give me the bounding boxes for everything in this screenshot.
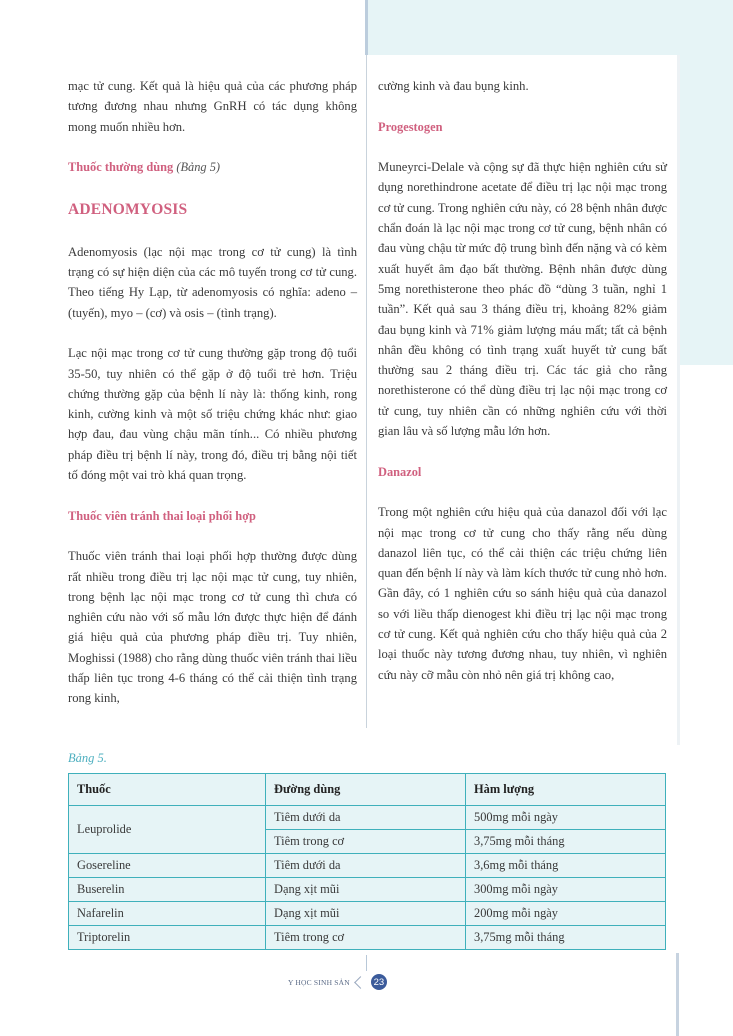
paragraph-intro: mạc tử cung. Kết quả là hiệu quả của các phương pháp tương đương nhau nhưng GnRH có tác dụng không mong muốn nhiều hơn. xyxy=(68,79,357,134)
paragraph-continue: cường kinh và đau bụng kinh. xyxy=(378,79,529,93)
cell-route: Tiêm trong cơ xyxy=(266,926,466,950)
bottom-decor-rule xyxy=(676,953,679,1036)
cell-dose: 3,75mg mỗi tháng xyxy=(466,926,666,950)
header-decor-band xyxy=(366,0,733,55)
cell-route: Dạng xịt mũi xyxy=(266,902,466,926)
cell-route: Tiêm dưới da xyxy=(266,806,466,830)
header-dose: Hàm lượng xyxy=(466,774,666,806)
cell-dose: 3,75mg mỗi tháng xyxy=(466,830,666,854)
page-number-badge: 23 xyxy=(371,974,387,990)
table-caption: Bảng 5. xyxy=(68,751,107,765)
cell-drug: Nafarelin xyxy=(69,902,266,926)
cell-route: Tiêm trong cơ xyxy=(266,830,466,854)
cell-dose: 200mg mỗi ngày xyxy=(466,902,666,926)
cell-drug: Leuprolide xyxy=(69,806,266,854)
cell-drug: Gosereline xyxy=(69,854,266,878)
table-row xyxy=(69,854,666,878)
paragraph-symptoms: Lạc nội mạc trong cơ tử cung thường gặp trong độ tuổi 35-50, tuy nhiên có thể gặp ở độ tuổi trẻ hơn. Triệu chứng thường gặp của bệnh lí này là: thống kinh, rong kinh, cường kinh và một số triệu chứng khác như: giao hợp đau, đau vùng chậu mãn tính... Có nhiều phương pháp điều trị bệnh lí này, trong đó, điều trị bằng nội tiết tố đóng một vai trò khá quan trọng. xyxy=(68,346,357,483)
cell-drug: Buserelin xyxy=(69,878,266,902)
header-decor-rule xyxy=(365,0,368,55)
table-row xyxy=(69,926,666,950)
table-reference: (Bảng 5) xyxy=(176,160,221,175)
cell-dose: 300mg mỗi ngày xyxy=(466,878,666,902)
paragraph-definition: Adenomyosis (lạc nội mạc trong cơ tử cung) là tình trạng có sự hiện diện của các mô tuyến trong cơ tử cung. Theo tiếng Hy Lạp, từ adenomyosis có nghĩa: adeno – (tuyến), myo – (cơ) và osis – (tình trạng). xyxy=(68,244,357,320)
table-row xyxy=(69,902,666,926)
paragraph-danazol: Trong một nghiên cứu hiệu quả của danazol đối với lạc nội mạc trong cơ tử cung cho thấy rằng nếu dùng danazol liên tục, có thể cải thiện các triệu chứng liên quan đến bệnh lí này và làm kích thước tử cung nhỏ hơn. Gần đây, có 1 nghiên cứu so sánh hiệu quả của danazol so với liều thấp dienogest khi điều trị lạc nội mạc trong cơ tử cung. Kết quả nghiên cứu cho thấy hiệu quả của 2 loại thuốc này tương đương nhau, tuy nhiên, vì nghiên cứu này cỡ mẫu còn nhỏ nên giá trị không cao, xyxy=(378,505,667,682)
chevron-left-icon xyxy=(354,976,367,989)
left-column xyxy=(68,76,357,729)
cell-dose: 500mg mỗi ngày xyxy=(466,806,666,830)
column-divider xyxy=(366,55,367,728)
paragraph-progestogen: Muneyrci-Delale và cộng sự đã thực hiện nghiên cứu sử dụng norethindrone acetate để điều trị lạc nội mạc trong cơ tử cung. Trong nghiên cứu này, có 28 bệnh nhân được chẩn đoán là lạc nội mạc trong cơ tử cung, bệnh nhân có đau vùng chậu từ mức độ trung bình đến nặng và có kèm xuất huyết âm đạo bất thường. Bệnh nhân được dùng 5mg norethisterone theo phác đồ “dùng 3 tuần, nghỉ 1 tuần”. Kết quả sau 3 tháng điều trị, khoảng 82% giảm đau bụng kinh và 71% giảm lượng máu mất; tất cả bệnh nhân đều không có tình trạng xuất huyết tử cung bất thường sau 2 tháng điều trị. Các tác giả cho rằng norethisterone có thể dùng điều trị lạc nội mạc trong cơ tử cung, tuy nhiên cần có những nghiên cứu với thời gian lâu và số lượng mẫu lớn hơn. xyxy=(378,160,667,439)
footer-decor-rule xyxy=(366,955,367,971)
side-decor-edge xyxy=(677,55,680,745)
page-footer xyxy=(288,972,387,992)
cell-dose: 3,6mg mỗi tháng xyxy=(466,854,666,878)
subheading-combined-pill: Thuốc viên tránh thai loại phối hợp xyxy=(68,508,256,523)
cell-drug: Triptorelin xyxy=(69,926,266,950)
table-row xyxy=(69,878,666,902)
table-row xyxy=(69,806,666,830)
right-column xyxy=(378,76,667,705)
cell-route: Dạng xịt mũi xyxy=(266,878,466,902)
table-header-row xyxy=(69,774,666,806)
header-drug: Thuốc xyxy=(69,774,266,806)
cell-route: Tiêm dưới da xyxy=(266,854,466,878)
subheading-common-drugs-text: Thuốc thường dùng xyxy=(68,160,174,175)
journal-name: Y HỌC SINH SẢN xyxy=(288,977,350,987)
subheading-danazol: Danazol xyxy=(378,464,422,479)
header-route: Đường dùng xyxy=(266,774,466,806)
paragraph-combined-pill: Thuốc viên tránh thai loại phối hợp thường được dùng rất nhiều trong điều trị lạc nội mạc tử cung, tuy nhiên, trong bệnh lạc nội mạc trong cơ tử cung thì chưa có nghiên cứu nào với số mẫu lớn được thực hiện để đánh giá hiệu quả của phương pháp điều trị. Tuy nhiên, Moghissi (1988) cho rằng dùng thuốc viên tránh thai liều thấp liên tục trong 4-6 tháng có thể cải thiện tình trạng rong kinh, xyxy=(68,549,357,706)
drug-table xyxy=(68,773,666,950)
subheading-common-drugs xyxy=(68,157,357,177)
subheading-progestogen: Progestogen xyxy=(378,119,443,134)
section-heading-adenomyosis: ADENOMYOSIS xyxy=(68,200,188,218)
side-decor-band xyxy=(677,55,733,365)
